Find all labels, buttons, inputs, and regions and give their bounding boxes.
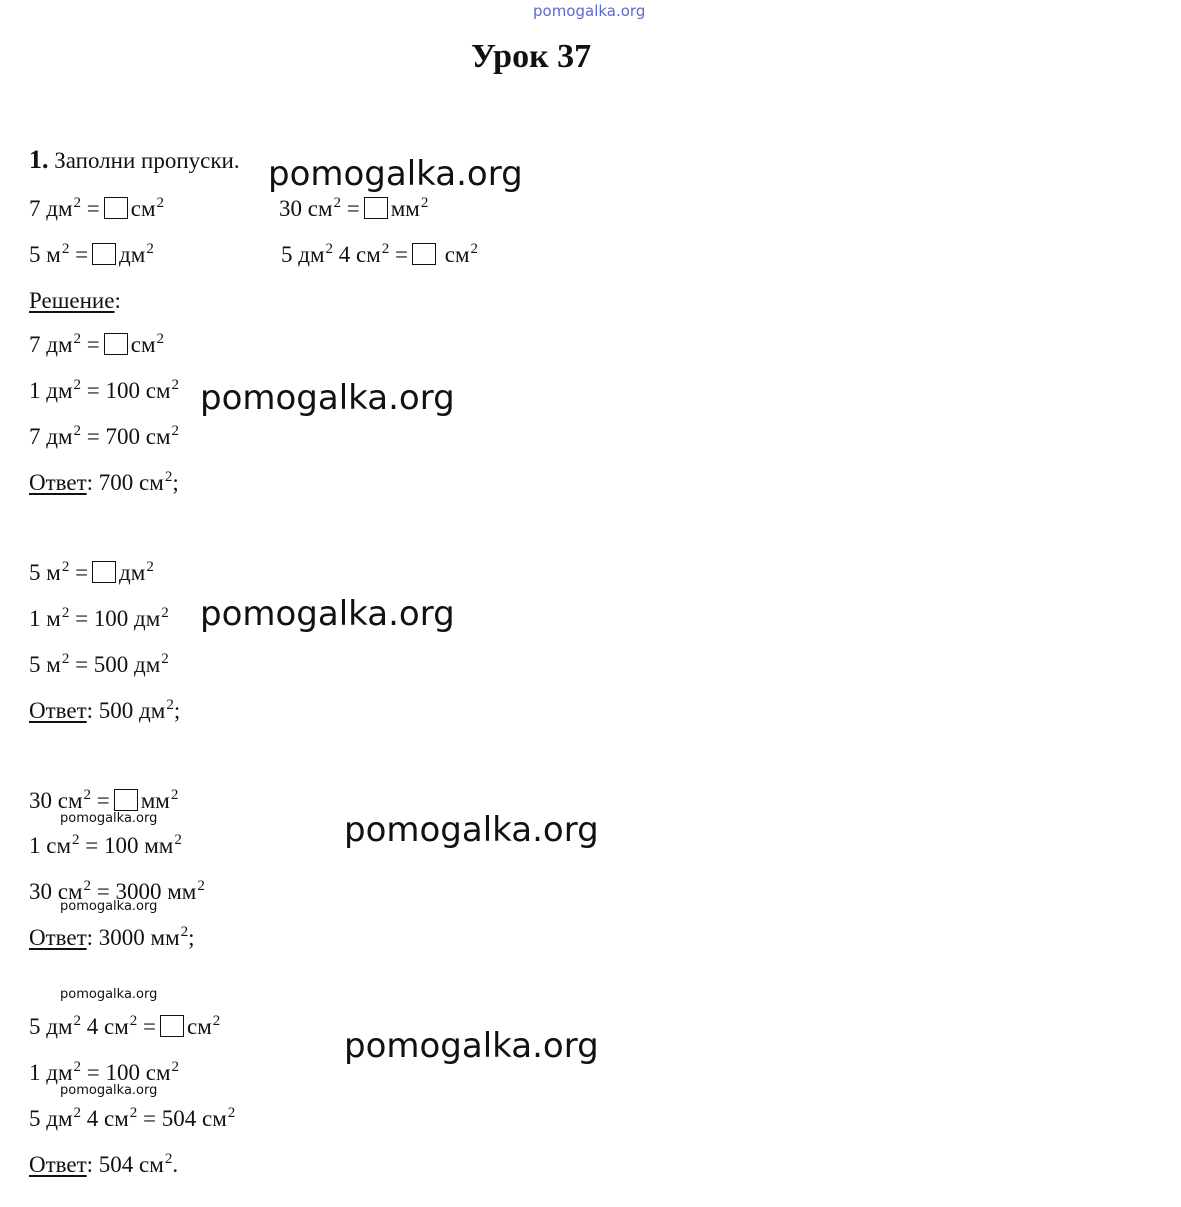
s4-result-a: 5 дм (29, 1106, 73, 1131)
s2-result-rhs: = 500 дм (75, 652, 161, 677)
power: 2 (470, 241, 479, 257)
power: 2 (227, 1105, 236, 1121)
blank-box (364, 197, 388, 219)
blank-box (104, 197, 128, 219)
power: 2 (171, 377, 179, 393)
watermark: pomogalka.org (344, 810, 599, 850)
s1-result: 7 дм (29, 424, 73, 449)
solution-1-rule (29, 377, 179, 405)
power: 2 (164, 469, 173, 485)
watermark: pomogalka.org (268, 154, 523, 194)
equals: = (395, 242, 409, 267)
problem-4-lhs-b: 4 см (338, 242, 381, 267)
power: 2 (83, 878, 92, 894)
power: 2 (156, 195, 165, 211)
s1-result-rhs: = 700 см (86, 424, 171, 449)
s1-answer: 700 см (98, 470, 164, 495)
solution-1-result (29, 423, 179, 451)
power: 2 (166, 697, 174, 713)
s3-answer: 3000 мм (98, 925, 180, 950)
power: 2 (129, 1105, 138, 1121)
power: 2 (129, 1013, 138, 1029)
watermark: pomogalka.org (200, 378, 455, 418)
solution-2-problem (29, 559, 154, 587)
power: 2 (212, 1013, 221, 1029)
problem-4 (281, 241, 478, 269)
problem-1-lhs: 7 дм (29, 196, 73, 221)
problem-4-unit: см (444, 242, 470, 267)
equals: = (75, 560, 89, 585)
power: 2 (171, 423, 179, 439)
s2-answer: 500 дм (98, 698, 166, 723)
s2-unit: дм (119, 560, 146, 585)
end-punct: ; (173, 698, 181, 723)
s3-rule-rhs: = 100 мм (85, 833, 174, 858)
colon: : (86, 698, 94, 723)
watermark: pomogalka.org (344, 1026, 599, 1066)
s1-rule-rhs: = 100 см (86, 378, 171, 403)
problem-2-lhs: 30 см (279, 196, 333, 221)
equals: = (96, 788, 110, 813)
solution-1-answer (29, 469, 179, 497)
solution-1-problem (29, 331, 164, 359)
power: 2 (333, 195, 342, 211)
s4-lhs-b: 4 см (86, 1014, 129, 1039)
s1-lhs: 7 дм (29, 332, 73, 357)
answer-label: Ответ (29, 470, 87, 495)
power: 2 (197, 878, 205, 894)
solution-label: Решение (29, 288, 115, 313)
watermark-small: pomogalka.org (60, 987, 158, 1002)
solution-3-answer (29, 924, 195, 952)
power: 2 (161, 651, 169, 667)
power: 2 (171, 1059, 179, 1075)
s4-lhs-a: 5 дм (29, 1014, 73, 1039)
power: 2 (156, 331, 165, 347)
s1-rule: 1 дм (29, 378, 73, 403)
watermark-small: pomogalka.org (60, 1083, 158, 1098)
answer-label: Ответ (29, 925, 87, 950)
power: 2 (174, 832, 182, 848)
problem-3-lhs: 5 м (29, 242, 61, 267)
power: 2 (180, 924, 189, 940)
power: 2 (73, 1059, 82, 1075)
power: 2 (72, 832, 80, 848)
s3-lhs: 30 см (29, 788, 83, 813)
s4-rule: 1 дм (29, 1060, 73, 1085)
blank-box (92, 243, 116, 265)
end-punct: . (172, 1152, 179, 1177)
problem-3-unit: дм (119, 242, 146, 267)
problem-1 (29, 195, 164, 223)
problem-4-lhs-a: 5 дм (281, 242, 325, 267)
answer-label: Ответ (29, 1152, 87, 1177)
power: 2 (73, 331, 82, 347)
power: 2 (161, 605, 169, 621)
power: 2 (381, 241, 390, 257)
equals: = (75, 242, 89, 267)
blank-box (104, 333, 128, 355)
equals: = (346, 196, 360, 221)
power: 2 (73, 377, 82, 393)
power: 2 (170, 787, 179, 803)
equals: = (143, 1014, 157, 1039)
s2-rule-rhs: = 100 дм (75, 606, 161, 631)
s1-unit: см (130, 332, 156, 357)
s4-answer: 504 см (98, 1152, 164, 1177)
problem-2-unit: мм (390, 196, 420, 221)
solution-3-rule (29, 832, 182, 860)
solution-4-problem (29, 1013, 220, 1041)
power: 2 (73, 195, 82, 211)
colon: : (86, 925, 94, 950)
problem-3 (29, 241, 154, 269)
colon: : (114, 288, 121, 313)
power: 2 (83, 787, 92, 803)
power: 2 (73, 1105, 82, 1121)
colon: : (86, 470, 94, 495)
solution-4-result (29, 1105, 235, 1133)
power: 2 (146, 559, 154, 575)
s4-rule-rhs: = 100 см (86, 1060, 171, 1085)
s3-result-rhs: = 3000 мм (96, 879, 197, 904)
equals: = (86, 332, 100, 357)
colon: : (86, 1152, 94, 1177)
s4-result-b: 4 см (86, 1106, 129, 1131)
power: 2 (325, 241, 334, 257)
solution-4-answer (29, 1151, 178, 1179)
watermark: pomogalka.org (200, 594, 455, 634)
s2-result: 5 м (29, 652, 61, 677)
equals: = (86, 196, 100, 221)
watermark-small: pomogalka.org (60, 899, 158, 914)
power: 2 (61, 605, 70, 621)
solution-2-result (29, 651, 169, 679)
task-instruction: Заполни пропуски. (54, 148, 240, 173)
task-header (29, 146, 240, 175)
end-punct: ; (172, 470, 179, 495)
power: 2 (146, 241, 154, 257)
watermark-top: pomogalka.org (533, 2, 646, 20)
s4-result-rhs: = 504 см (143, 1106, 227, 1131)
power: 2 (61, 651, 70, 667)
s2-rule: 1 м (29, 606, 61, 631)
s2-lhs: 5 м (29, 560, 61, 585)
blank-box (92, 561, 116, 583)
problem-1-unit: см (130, 196, 156, 221)
solution-2-rule (29, 605, 169, 633)
power: 2 (73, 423, 82, 439)
power: 2 (420, 195, 429, 211)
s3-rule: 1 см (29, 833, 72, 858)
solution-heading (29, 287, 121, 315)
power: 2 (61, 559, 70, 575)
blank-box (160, 1015, 184, 1037)
problem-2 (279, 195, 428, 223)
power: 2 (61, 241, 70, 257)
s4-unit: см (187, 1014, 212, 1039)
task-number: 1. (29, 145, 49, 174)
s3-unit: мм (140, 788, 170, 813)
page-title: Урок 37 (471, 38, 592, 75)
blank-box (114, 789, 138, 811)
answer-label: Ответ (29, 698, 87, 723)
power: 2 (73, 1013, 82, 1029)
s3-result: 30 см (29, 879, 83, 904)
solution-2-answer (29, 697, 180, 725)
watermark-small: pomogalka.org (60, 811, 158, 826)
blank-box (412, 243, 436, 265)
power: 2 (164, 1151, 173, 1167)
end-punct: ; (188, 925, 195, 950)
